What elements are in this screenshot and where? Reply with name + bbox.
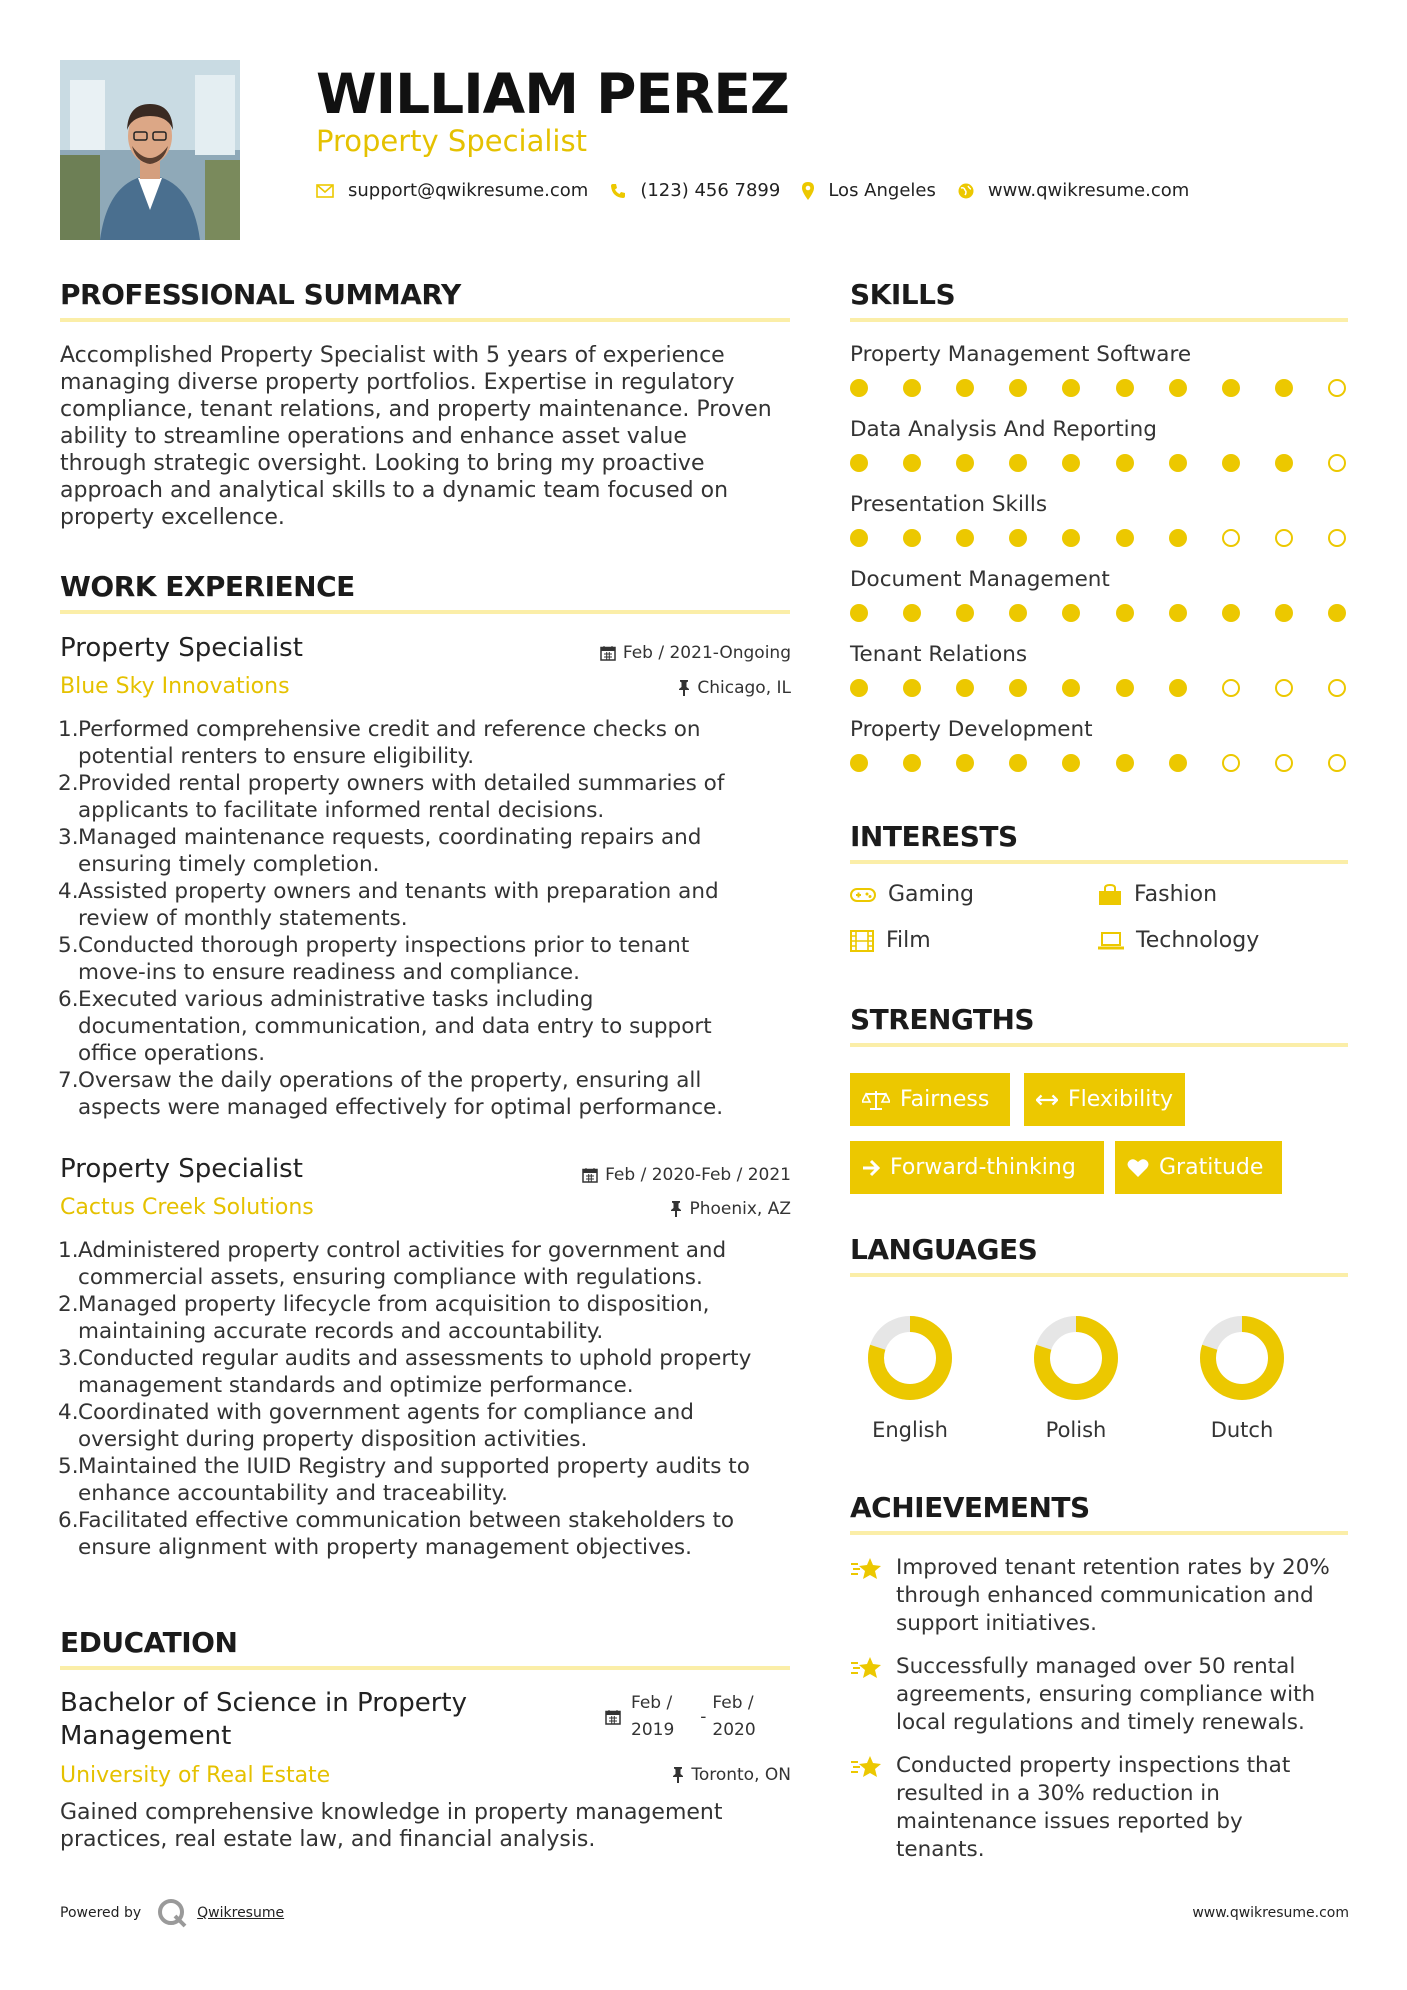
list-item-line: documentation, communication, and data entry to support — [78, 1014, 712, 1039]
languages-heading: LANGUAGES — [850, 1233, 1038, 1266]
skills-heading: SKILLS — [850, 278, 956, 311]
skill-name: Property Management Software — [850, 342, 1192, 367]
date-end-line: 2020 — [712, 1720, 756, 1740]
list-item-line: Coordinated with government agents for compliance and — [78, 1400, 694, 1425]
gamepad-icon — [850, 887, 876, 903]
list-item-line: oversight during property disposition activities. — [78, 1427, 588, 1452]
job-company: Cactus Creek Solutions — [60, 1195, 314, 1220]
rating-dot-empty — [1275, 529, 1293, 547]
list-item — [78, 1291, 810, 1345]
interests-heading: INTERESTS — [850, 820, 1018, 853]
skill-name: Presentation Skills — [850, 492, 1048, 517]
strength-tag — [850, 1141, 1104, 1194]
rating-dot-filled — [1222, 379, 1240, 397]
interest-label: Gaming — [888, 882, 974, 907]
rating-dot-filled — [1275, 454, 1293, 472]
rating-dot-filled — [850, 454, 868, 472]
rating-dot-filled — [1009, 754, 1027, 772]
skill-rating — [850, 454, 1350, 474]
job-date — [600, 643, 791, 663]
list-item-line: Performed comprehensive credit and reference checks on — [78, 717, 701, 742]
achievement-line: tenants. — [896, 1837, 985, 1862]
rating-dot-filled — [1062, 604, 1080, 622]
job-location — [678, 678, 791, 698]
list-item-line: potential renters to ensure eligibility. — [78, 744, 475, 769]
rating-dot-filled — [903, 679, 921, 697]
date-start-line: 2019 — [631, 1720, 675, 1740]
star-award-icon — [850, 1556, 884, 1582]
rating-dot-empty — [1328, 754, 1346, 772]
language-name: Polish — [1045, 1418, 1107, 1442]
calendar-icon — [605, 1709, 621, 1725]
list-item-line: Facilitated effective communication between stakeholders to — [78, 1508, 735, 1533]
list-item-line: Managed maintenance requests, coordinating repairs and — [78, 825, 702, 850]
date-start — [631, 1690, 674, 1744]
language-ring — [1028, 1310, 1124, 1406]
experience-divider — [60, 610, 790, 614]
interest-label: Fashion — [1134, 882, 1218, 907]
skill-name: Tenant Relations — [850, 642, 1028, 667]
rating-dot-filled — [903, 379, 921, 397]
achievement-item — [850, 1653, 1350, 1737]
job-title: Property Specialist — [60, 1154, 303, 1184]
map-marker-icon — [802, 182, 814, 200]
interest-label: Technology — [1136, 928, 1260, 953]
language-item — [1016, 1310, 1136, 1442]
education-line: practices, real estate law, and financial analysis. — [60, 1827, 596, 1852]
list-item-line: Maintained the IUID Registry and supported property audits to — [78, 1454, 750, 1479]
profile-photo — [60, 60, 240, 240]
rating-dot-filled — [1009, 679, 1027, 697]
list-item — [78, 770, 800, 824]
list-item-line: Conducted regular audits and assessments to uphold property — [78, 1346, 752, 1371]
job-date-text: Feb / 2020-Feb / 2021 — [605, 1165, 791, 1185]
education-location — [672, 1765, 791, 1785]
skill-rating — [850, 679, 1350, 699]
job-location — [670, 1199, 791, 1219]
rating-dot-filled — [956, 604, 974, 622]
website-text: www.qwikresume.com — [987, 180, 1190, 201]
skill-rating — [850, 379, 1350, 399]
rating-dot-filled — [903, 604, 921, 622]
list-item-line: Administered property control activities for government and — [78, 1238, 727, 1263]
strength-label: Flexibility — [1068, 1087, 1173, 1112]
skill-name: Data Analysis And Reporting — [850, 417, 1157, 442]
rating-dot-filled — [1009, 529, 1027, 547]
summary-line: through strategic oversight. Looking to bring my proactive — [60, 451, 705, 476]
list-item-line: applicants to facilitate informed rental decisions. — [78, 798, 605, 823]
list-item-line: ensure alignment with property management objectives. — [78, 1535, 692, 1560]
rating-dot-filled — [1169, 379, 1187, 397]
summary-heading: PROFESSIONAL SUMMARY — [60, 278, 461, 311]
candidate-title: Property Specialist — [316, 124, 587, 158]
rating-dot-empty — [1275, 754, 1293, 772]
arrows-horizontal-icon — [1036, 1093, 1058, 1107]
list-item-line: Provided rental property owners with detailed summaries of — [78, 771, 725, 796]
summary-line: property excellence. — [60, 505, 285, 530]
list-item-line: management standards and optimize performance. — [78, 1373, 634, 1398]
language-name: English — [872, 1418, 948, 1442]
list-item — [78, 1237, 810, 1291]
list-item-line: aspects were managed effectively for optimal performance. — [78, 1095, 724, 1120]
rating-dot-filled — [1275, 604, 1293, 622]
rating-dot-filled — [1222, 604, 1240, 622]
footer-site[interactable]: www.qwikresume.com — [1192, 1905, 1349, 1921]
powered-by-text: Powered by — [60, 1905, 142, 1921]
summary-text — [60, 342, 800, 531]
footer-powered — [60, 1896, 284, 1930]
contact-email[interactable] — [316, 180, 588, 201]
job-date — [582, 1165, 791, 1185]
rating-dot-filled — [1062, 754, 1080, 772]
skills-divider — [850, 318, 1348, 322]
pushpin-icon — [678, 680, 690, 696]
job-duties — [60, 716, 800, 1121]
list-item — [78, 1345, 810, 1399]
language-item — [1182, 1310, 1302, 1442]
rating-dot-filled — [850, 379, 868, 397]
list-item — [78, 878, 800, 932]
rating-dot-filled — [850, 529, 868, 547]
list-item-line: ensuring timely completion. — [78, 852, 380, 877]
rating-dot-filled — [1328, 604, 1346, 622]
qwikresume-logo-icon — [155, 1896, 189, 1930]
rating-dot-filled — [1116, 679, 1134, 697]
date-end — [712, 1690, 755, 1744]
rating-dot-filled — [1275, 379, 1293, 397]
list-item-line: Assisted property owners and tenants with preparation and — [78, 879, 719, 904]
rating-dot-empty — [1275, 679, 1293, 697]
interest-item — [850, 882, 974, 907]
achievement-text — [896, 1554, 1330, 1638]
list-item — [78, 932, 800, 986]
achievement-text — [896, 1653, 1315, 1737]
skill-name: Document Management — [850, 567, 1110, 592]
rating-dot-filled — [1062, 454, 1080, 472]
skill-name: Property Development — [850, 717, 1093, 742]
achievement-item — [850, 1554, 1350, 1638]
strength-tag — [1024, 1073, 1185, 1126]
contact-website[interactable] — [958, 180, 1189, 201]
strengths-divider — [850, 1043, 1348, 1047]
achievement-line: Improved tenant retention rates by 20% — [896, 1555, 1330, 1580]
rating-dot-filled — [956, 679, 974, 697]
interest-item — [850, 928, 931, 953]
achievement-line: through enhanced communication and — [896, 1583, 1314, 1608]
rating-dot-filled — [1222, 454, 1240, 472]
job-location-text: Phoenix, AZ — [689, 1199, 791, 1219]
list-item — [78, 986, 800, 1067]
arrow-right-icon — [862, 1159, 880, 1177]
summary-line: approach and analytical skills to a dynamic team focused on — [60, 478, 729, 503]
location-text: Los Angeles — [828, 180, 936, 201]
rating-dot-filled — [1169, 529, 1187, 547]
calendar-icon — [582, 1167, 598, 1183]
list-item-line: Oversaw the daily operations of the property, ensuring all — [78, 1068, 702, 1093]
rating-dot-empty — [1222, 529, 1240, 547]
rating-dot-filled — [1169, 604, 1187, 622]
date-end-line: Feb / — [712, 1693, 754, 1713]
interest-label: Film — [886, 928, 931, 953]
job-title: Property Specialist — [60, 633, 303, 663]
pushpin-icon — [672, 1767, 684, 1783]
list-item — [78, 716, 800, 770]
rating-dot-filled — [1169, 454, 1187, 472]
list-item — [78, 1399, 810, 1453]
list-item — [78, 824, 800, 878]
date-start-line: Feb / — [631, 1693, 673, 1713]
envelope-icon — [316, 184, 334, 198]
phone-text: (123) 456 7899 — [640, 180, 781, 201]
rating-dot-filled — [956, 379, 974, 397]
achievement-line: agreements, ensuring compliance with — [896, 1682, 1316, 1707]
pushpin-icon — [670, 1201, 682, 1217]
list-item-line: office operations. — [78, 1041, 266, 1066]
brand-link[interactable]: Qwikresume — [197, 1905, 285, 1921]
contact-phone[interactable] — [610, 180, 780, 201]
interest-item — [1098, 882, 1217, 907]
rating-dot-filled — [1116, 529, 1134, 547]
degree-line: Bachelor of Science in Property — [60, 1688, 467, 1718]
rating-dot-filled — [903, 529, 921, 547]
calendar-icon — [600, 645, 616, 661]
rating-dot-filled — [1009, 379, 1027, 397]
list-item-line: maintaining accurate records and accountability. — [78, 1319, 604, 1344]
summary-divider — [60, 318, 790, 322]
contact-location — [802, 180, 936, 201]
achievement-line: maintenance issues reported by — [896, 1809, 1243, 1834]
education-divider — [60, 1666, 790, 1670]
rating-dot-filled — [850, 679, 868, 697]
rating-dot-filled — [1116, 604, 1134, 622]
rating-dot-empty — [1328, 379, 1346, 397]
rating-dot-filled — [1116, 454, 1134, 472]
strength-tag — [850, 1073, 1010, 1126]
rating-dot-filled — [1169, 754, 1187, 772]
summary-line: ability to streamline operations and enhance asset value — [60, 424, 687, 449]
language-item — [850, 1310, 970, 1442]
list-item — [78, 1067, 800, 1121]
achievement-line: local regulations and timely renewals. — [896, 1710, 1305, 1735]
candidate-name: WILLIAM PEREZ — [316, 62, 789, 126]
globe-icon — [958, 183, 974, 199]
rating-dot-filled — [1116, 379, 1134, 397]
rating-dot-filled — [850, 604, 868, 622]
degree-line: Management — [60, 1721, 232, 1751]
strength-label: Forward-thinking — [890, 1155, 1076, 1180]
balance-scale-icon — [862, 1089, 890, 1111]
language-name: Dutch — [1210, 1418, 1274, 1442]
rating-dot-filled — [1062, 379, 1080, 397]
star-award-icon — [850, 1655, 884, 1681]
language-ring — [862, 1310, 958, 1406]
rating-dot-filled — [1062, 679, 1080, 697]
job-company: Blue Sky Innovations — [60, 674, 290, 699]
summary-line: compliance, tenant relations, and property maintenance. Proven — [60, 397, 772, 422]
date-separator: - — [700, 1707, 707, 1727]
email-text: support@qwikresume.com — [348, 180, 589, 201]
rating-dot-filled — [1009, 604, 1027, 622]
strength-label: Gratitude — [1159, 1155, 1264, 1180]
rating-dot-filled — [1116, 754, 1134, 772]
education-date — [605, 1690, 756, 1744]
education-location-text: Toronto, ON — [691, 1765, 791, 1785]
film-icon — [850, 930, 874, 952]
achievement-text — [896, 1752, 1290, 1864]
rating-dot-empty — [1328, 679, 1346, 697]
degree-title — [60, 1687, 467, 1753]
school-name: University of Real Estate — [60, 1763, 331, 1788]
shopping-bag-icon — [1098, 884, 1122, 906]
interest-item — [1098, 928, 1259, 953]
heart-icon — [1127, 1158, 1149, 1178]
job-date-text: Feb / 2021-Ongoing — [622, 643, 791, 663]
skill-rating — [850, 529, 1350, 549]
achievement-line: resulted in a 30% reduction in — [896, 1781, 1220, 1806]
education-description — [60, 1799, 800, 1853]
achievement-line: Successfully managed over 50 rental — [896, 1654, 1296, 1679]
summary-line: Accomplished Property Specialist with 5 years of experience — [60, 343, 725, 368]
rating-dot-filled — [903, 454, 921, 472]
strength-tag — [1115, 1141, 1282, 1194]
strengths-heading: STRENGTHS — [850, 1003, 1035, 1036]
list-item-line: Managed property lifecycle from acquisition to disposition, — [78, 1292, 710, 1317]
list-item-line: Executed various administrative tasks including — [78, 987, 594, 1012]
interests-divider — [850, 860, 1348, 864]
star-award-icon — [850, 1754, 884, 1780]
list-item-line: enhance accountability and traceability. — [78, 1481, 508, 1506]
rating-dot-filled — [956, 529, 974, 547]
achievement-line: support initiatives. — [896, 1611, 1097, 1636]
achievement-item — [850, 1752, 1350, 1864]
education-line: Gained comprehensive knowledge in property management — [60, 1800, 723, 1825]
achievements-divider — [850, 1531, 1348, 1535]
rating-dot-filled — [903, 754, 921, 772]
list-item-line: Conducted thorough property inspections prior to tenant — [78, 933, 690, 958]
job-duties — [60, 1237, 810, 1561]
summary-line: managing diverse property portfolios. Expertise in regulatory — [60, 370, 735, 395]
language-ring — [1194, 1310, 1290, 1406]
achievement-line: Conducted property inspections that — [896, 1753, 1291, 1778]
achievements-heading: ACHIEVEMENTS — [850, 1491, 1090, 1524]
rating-dot-empty — [1222, 754, 1240, 772]
rating-dot-filled — [850, 754, 868, 772]
rating-dot-empty — [1328, 529, 1346, 547]
list-item — [78, 1453, 810, 1507]
list-item-line: review of monthly statements. — [78, 906, 408, 931]
rating-dot-empty — [1328, 454, 1346, 472]
experience-heading: WORK EXPERIENCE — [60, 570, 355, 603]
contact-bar — [316, 180, 1211, 201]
list-item-line: move-ins to ensure readiness and compliance. — [78, 960, 580, 985]
list-item-line: commercial assets, ensuring compliance with regulations. — [78, 1265, 703, 1290]
languages-divider — [850, 1273, 1348, 1277]
rating-dot-filled — [956, 754, 974, 772]
skill-rating — [850, 604, 1350, 624]
job-location-text: Chicago, IL — [697, 678, 791, 698]
phone-icon — [610, 183, 626, 199]
rating-dot-filled — [1009, 454, 1027, 472]
laptop-icon — [1098, 932, 1124, 950]
skill-rating — [850, 754, 1350, 774]
education-heading: EDUCATION — [60, 1626, 238, 1659]
rating-dot-filled — [1062, 529, 1080, 547]
rating-dot-empty — [1222, 679, 1240, 697]
list-item — [78, 1507, 810, 1561]
strength-label: Fairness — [900, 1087, 990, 1112]
rating-dot-filled — [956, 454, 974, 472]
rating-dot-filled — [1169, 679, 1187, 697]
